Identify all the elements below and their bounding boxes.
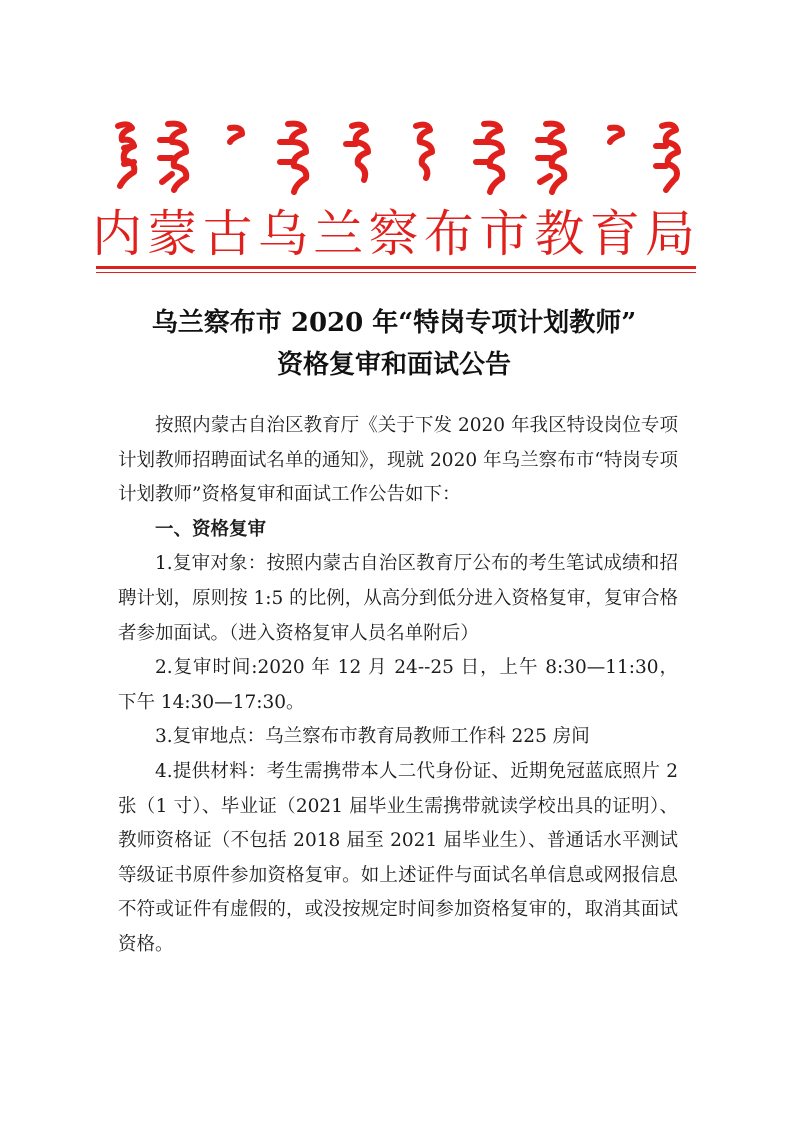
organization-name: 内蒙古乌兰察布市教育局 — [92, 205, 696, 263]
letterhead-rule-thin — [96, 272, 696, 273]
section-heading-qualification-review: 一、资格复审 — [155, 518, 267, 540]
mongolian-script-logo — [110, 118, 690, 198]
intro-paragraph: 按照内蒙古自治区教育厅《关于下发 2020 年我区特设岗位专项计划教师招聘面试名单的通知》，现就 2020 年乌兰察布市“特岗专项计划教师”资格复审和面试工作公告如下： — [118, 415, 678, 506]
document-title-line-2: 资格复审和面试公告 — [276, 350, 511, 380]
item-required-materials: 4.提供材料：考生需携带本人二代身份证、近期免冠蓝底照片 2 张（1 寸）、毕业证（2021 届毕业生需携带就读学校出具的证明）、教师资格证（不包括 2018 届至 2021 届毕业生）、普通话水平测试等级证书原件参加资格复审。如上述证件与面试名单信息或网报信息不符或证件有虚假的，或没按规定时间参加资格复审的，取消其面试资格。 — [118, 760, 678, 955]
letterhead-rule-thick — [96, 266, 696, 269]
document-title-line-1: 乌兰察布市 2020 年“特岗专项计划教师” — [151, 308, 637, 338]
item-review-subjects: 1.复审对象：按照内蒙古自治区教育厅公布的考生笔试成绩和招聘计划，原则按 1:5 的比例，从高分到低分进入资格复审，复审合格者参加面试。（进入资格复审人员名单附后） — [118, 553, 678, 644]
letterhead — [0, 0, 788, 280]
item-review-location: 3.复审地点：乌兰察布市教育局教师工作科 225 房间 — [155, 726, 590, 748]
item-review-time: 2.复审时间:2020 年 12 月 24--25 日，上午 8:30—11:30，下午 14:30—17:30。 — [118, 657, 678, 713]
document-body — [118, 409, 678, 963]
